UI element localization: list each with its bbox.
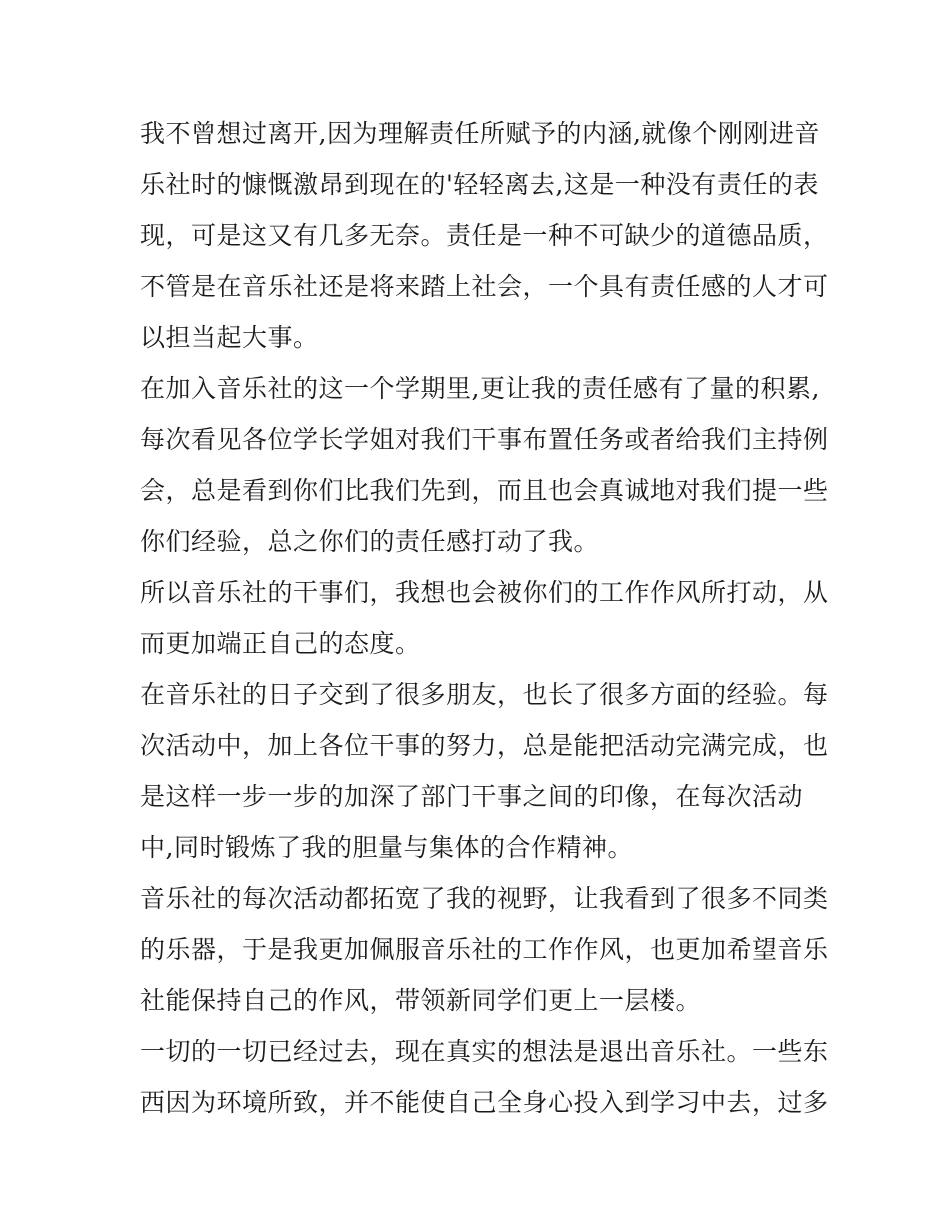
text-line: 次活动中，加上各位干事的努力，总是能把活动完满完成，也 [140, 731, 829, 760]
text-line: 一切的一切已经过去，现在真实的想法是退出音乐社。一些东 [140, 1037, 829, 1066]
text-line: 会，总是看到你们比我们先到，而且也会真诚地对我们提一些 [140, 476, 829, 505]
document-body [140, 108, 829, 1128]
text-line: 以担当起大事。 [140, 323, 319, 352]
text-line: 在加入音乐社的这一个学期里,更让我的责任感有了量的积累, [140, 374, 820, 403]
text-line: 乐社时的慷慨激昂到现在的'轻轻离去,这是一种没有责任的表 [140, 170, 819, 199]
text-line: 中,同时锻炼了我的胆量与集体的合作精神。 [140, 833, 633, 862]
text-line: 在音乐社的日子交到了很多朋友，也长了很多方面的经验。每 [140, 680, 829, 709]
text-line: 我不曾想过离开,因为理解责任所赋予的内涵,就像个刚刚进音 [140, 119, 820, 148]
text-line: 现，可是这又有几多无奈。责任是一种不可缺少的道德品质， [140, 221, 829, 250]
text-line: 的乐器，于是我更加佩服音乐社的工作作风，也更加希望音乐 [140, 935, 829, 964]
text-line: 社能保持自己的作风，带领新同学们更上一层楼。 [140, 986, 702, 1015]
text-line: 是这样一步一步的加深了部门干事之间的印像，在每次活动 [140, 782, 804, 811]
text-line: 你们经验，总之你们的责任感打动了我。 [140, 527, 600, 556]
text-line: 西因为环境所致，并不能使自己全身心投入到学习中去，过多 [140, 1088, 829, 1117]
text-line: 每次看见各位学长学姐对我们干事布置任务或者给我们主持例 [140, 425, 829, 454]
text-line: 所以音乐社的干事们，我想也会被你们的工作作风所打动，从 [140, 578, 829, 607]
text-line: 音乐社的每次活动都拓宽了我的视野，让我看到了很多不同类 [140, 884, 829, 913]
text-line: 而更加端正自己的态度。 [140, 629, 421, 658]
text-line: 不管是在音乐社还是将来踏上社会，一个具有责任感的人才可 [140, 272, 829, 301]
